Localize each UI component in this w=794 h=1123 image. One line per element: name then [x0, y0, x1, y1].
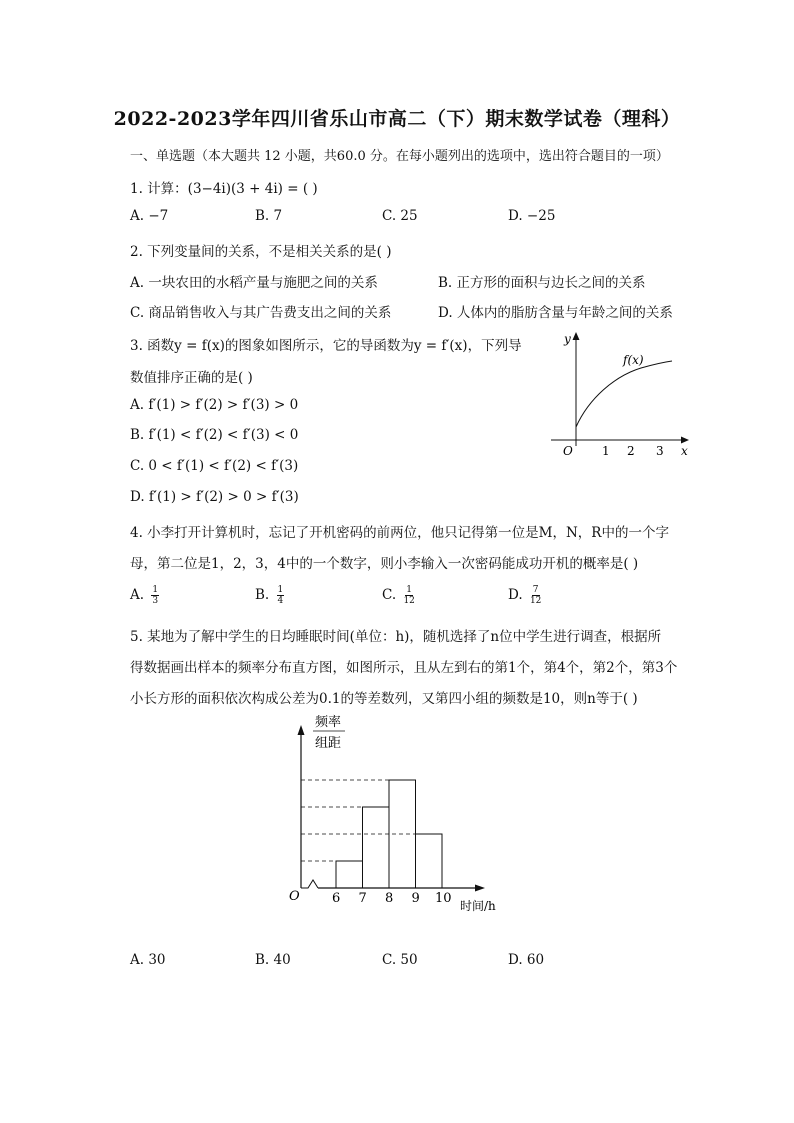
- option-letter: B.: [255, 587, 270, 603]
- x-tick-label: 7: [358, 891, 367, 906]
- tick-label-2: 2: [627, 444, 635, 458]
- axis-break: [301, 880, 318, 888]
- x-axis-arrow: [681, 437, 689, 444]
- fraction: [530, 585, 541, 606]
- q3-option-c: C. 0 < f′(1) < f′(2) < f′(3): [130, 458, 299, 474]
- x-axis-label: 时间/h: [460, 899, 496, 913]
- page-title: 2022-2023学年四川省乐山市高二（下）期末数学试卷（理科）: [113, 108, 681, 130]
- origin-label: O: [563, 444, 573, 458]
- q4-option-b: [255, 585, 284, 606]
- q5-stem-line2: 得数据画出样本的频率分布直方图，如图所示，且从左到右的第1个，第4个，第2个，第3个: [130, 660, 678, 676]
- option-letter: D.: [508, 587, 523, 603]
- q4-option-a: [130, 585, 159, 606]
- histogram-bar: [416, 834, 443, 888]
- function-curve: [576, 361, 672, 427]
- q3-function-graph: [545, 328, 695, 463]
- section-header: 一、单选题（本大题共 12 小题，共60.0 分。在每小题列出的选项中，选出符合题目的一项）: [130, 149, 669, 164]
- q4-stem-line2: 母，第二位是1，2，3，4中的一个数字，则小李输入一次密码能成功开机的概率是( ): [130, 556, 639, 572]
- q4-option-d: [508, 585, 541, 606]
- q4-option-c: [382, 585, 415, 606]
- numerator: 1: [152, 585, 159, 595]
- q3-option-d: D. f′(1) > f′(2) > 0 > f′(3): [130, 489, 299, 505]
- denominator: 4: [277, 596, 284, 606]
- denominator: 3: [152, 596, 159, 606]
- q5-option-c: C. 50: [382, 952, 418, 968]
- x-axis-arrow: [475, 885, 485, 892]
- option-letter: A.: [130, 587, 145, 603]
- q4-stem-line1: 4. 小李打开计算机时，忘记了开机密码的前两位，他只记得第一位是M，N，R中的一个字: [130, 525, 669, 541]
- numerator: 1: [406, 585, 413, 595]
- q1-option-a: A. −7: [130, 208, 169, 224]
- y-axis-label: y: [564, 332, 571, 346]
- numerator: 7: [532, 585, 539, 595]
- y-label-top: 频率: [315, 715, 342, 730]
- histogram-bar: [363, 807, 390, 888]
- q2-option-c: C. 商品销售收入与其广告费支出之间的关系: [130, 305, 392, 321]
- q3-stem-line2: 数值排序正确的是( ): [130, 370, 253, 386]
- option-letter: C.: [382, 587, 397, 603]
- q1-option-b: B. 7: [255, 208, 283, 224]
- q5-option-b: B. 40: [255, 952, 291, 968]
- origin-label: O: [289, 889, 300, 904]
- q1-option-d: D. −25: [508, 208, 556, 224]
- q5-option-a: A. 30: [130, 952, 166, 968]
- q1-stem: 1. 计算：(3−4i)(3 + 4i) = ( ): [130, 181, 318, 197]
- q2-option-b: B. 正方形的面积与边长之间的关系: [438, 275, 646, 291]
- fraction: [403, 585, 414, 606]
- x-tick-label: 8: [385, 891, 394, 906]
- q5-stem-line3: 小长方形的面积依次构成公差为0.1的等差数列，又第四小组的频数是10，则n等于( ): [130, 691, 638, 707]
- q2-stem: 2. 下列变量间的关系，不是相关关系的是( ): [130, 244, 392, 260]
- y-label-bottom: 组距: [315, 736, 342, 751]
- x-tick-label: 6: [332, 891, 341, 906]
- tick-label-3: 3: [656, 444, 664, 458]
- fraction: [151, 585, 159, 606]
- q3-option-b: B. f′(1) < f′(2) < f′(3) < 0: [130, 427, 299, 443]
- histogram-bar: [336, 861, 363, 888]
- q3-option-a: A. f′(1) > f′(2) > f′(3) > 0: [130, 397, 299, 413]
- numerator: 1: [277, 585, 284, 595]
- y-axis-arrow: [298, 725, 305, 735]
- x-axis-label: x: [681, 444, 688, 458]
- curve-label: f(x): [623, 353, 644, 367]
- tick-label-1: 1: [602, 444, 610, 458]
- q1-option-c: C. 25: [382, 208, 418, 224]
- x-tick-label: 9: [411, 891, 420, 906]
- q2-option-d: D. 人体内的脂肪含量与年龄之间的关系: [438, 305, 673, 321]
- denominator: 12: [529, 596, 542, 606]
- y-axis-arrow: [573, 332, 580, 340]
- fraction: [277, 585, 285, 606]
- x-tick-label: 10: [435, 891, 452, 906]
- denominator: 12: [403, 596, 415, 606]
- q5-option-d: D. 60: [508, 952, 545, 968]
- q5-stem-line1: 5. 某地为了解中学生的日均睡眠时间(单位：h)，随机选择了n位中学生进行调查，根据所: [130, 629, 662, 645]
- q3-stem-line1: 3. 函数y = f(x)的图象如图所示，它的导函数为y = f′(x)，下列导: [130, 338, 522, 354]
- q5-histogram: [280, 705, 510, 920]
- q2-option-a: A. 一块农田的水稻产量与施肥之间的关系: [130, 275, 378, 291]
